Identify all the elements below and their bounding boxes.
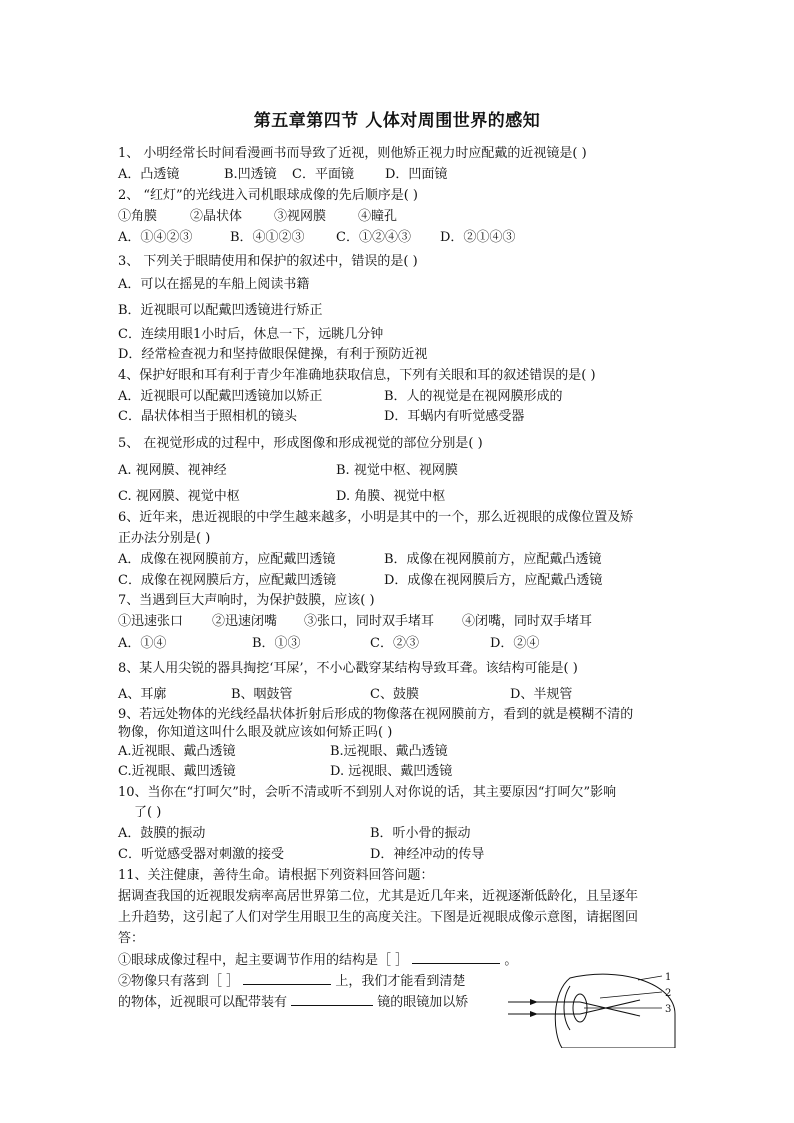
q11-sub-question-1 bbox=[118, 951, 517, 970]
q9-option-a: A.近视眼、戴凸透镜 bbox=[118, 744, 236, 759]
q10-stem-line-2: 了( ) bbox=[134, 805, 162, 820]
leader-line-1 bbox=[638, 976, 662, 980]
q6-option-d: D．成像在视网膜后方，应配戴凸透镜 bbox=[384, 573, 603, 588]
q7-item-4: ④闭嘴，同时双手堵耳 bbox=[462, 614, 593, 629]
q11-sub1-end: 。 bbox=[504, 953, 518, 968]
q11-sub2-after: 上，我们才能看到清楚 bbox=[335, 974, 466, 989]
q4-option-a: A．近视眼可以配戴凹透镜加以矫正 bbox=[118, 389, 323, 404]
q10-option-b: B．听小骨的振动 bbox=[370, 826, 471, 841]
q11-sub1-blank[interactable] bbox=[412, 951, 500, 964]
myopia-eye-diagram bbox=[500, 968, 700, 1048]
q6-stem-line-2: 正办法分别是( ) bbox=[118, 531, 211, 546]
arrow-lower bbox=[530, 1011, 538, 1017]
q3-option-d: D．经常检查视力和坚持做眼保健操，有利于预防近视 bbox=[118, 347, 428, 362]
q11-sub2-cont-text: 的物体，近视眼可以配带装有 bbox=[118, 995, 288, 1010]
q11-sub1-text: ①眼球成像过程中，起主要调节作用的结构是［ ］ bbox=[118, 953, 409, 968]
q7-option-d: D．②④ bbox=[490, 636, 540, 651]
q1-option-d: D．凹面镜 bbox=[385, 167, 448, 182]
q6-option-a: A．成像在视网膜前方，应配戴凹透镜 bbox=[118, 552, 336, 567]
q3-option-b: B．近视眼可以配戴凹透镜进行矫正 bbox=[118, 303, 323, 318]
diagram-label-1: 1 bbox=[665, 972, 672, 983]
q11-sub-question-2-cont bbox=[118, 993, 468, 1012]
q6-stem-line-1: 6、近年来，患近视眼的中学生越来越多，小明是其中的一个，那么近视眼的成像位置及矫 bbox=[118, 510, 634, 525]
q6-option-b: B．成像在视网膜前方，应配戴凸透镜 bbox=[384, 552, 602, 567]
q1-option-c: C．平面镜 bbox=[292, 167, 354, 182]
q9-option-d: D. 远视眼、戴凹透镜 bbox=[330, 764, 453, 779]
q11-sub2-text: ②物像只有落到［ ］ bbox=[118, 974, 240, 989]
q2-stem: 2、 “红灯”的光线进入司机眼球成像的先后顺序是( ) bbox=[118, 188, 418, 203]
q4-stem: 4、保护好眼和耳有利于青少年准确地获取信息，下列有关眼和耳的叙述错误的是( ) bbox=[118, 368, 596, 383]
q10-option-d: D．神经冲动的传导 bbox=[370, 847, 485, 862]
q2-option-c: C．①②④③ bbox=[336, 230, 411, 245]
q6-option-c: C．成像在视网膜后方，应配戴凹透镜 bbox=[118, 573, 336, 588]
q2-item-1: ①角膜 bbox=[118, 209, 158, 224]
q8-stem: 8、某人用尖锐的器具掏挖‘耳屎’，不小心戳穿某结构导致耳聋。该结构可能是( ) bbox=[118, 661, 578, 676]
q4-option-d: D．耳蜗内有听觉感受器 bbox=[384, 409, 525, 424]
q5-option-b: B. 视觉中枢、视网膜 bbox=[336, 463, 458, 478]
q1-option-a: A．凸透镜 bbox=[118, 167, 180, 182]
q1-option-b: B.凹透镜 bbox=[224, 167, 277, 182]
q3-stem: 3、 下列关于眼睛使用和保护的叙述中，错误的是( ) bbox=[118, 254, 418, 269]
q9-option-b: B.远视眼、戴凸透镜 bbox=[330, 744, 448, 759]
q11-para-line-3: 答： bbox=[118, 931, 145, 946]
q9-stem-line-2: 物像，你知道这叫什么眼及就应该如何矫正吗( ) bbox=[118, 725, 393, 740]
arrow-upper bbox=[530, 999, 538, 1005]
q5-option-c: C. 视网膜、视觉中枢 bbox=[118, 489, 240, 504]
q11-sub2-lens-blank[interactable] bbox=[291, 993, 373, 1006]
q7-item-2: ②迅速闭嘴 bbox=[212, 614, 278, 629]
q9-option-c: C.近视眼、戴凹透镜 bbox=[118, 764, 236, 779]
q10-stem-line-1: 10、当你在“打呵欠”时，会听不清或听不到别人对你说的话，其主要原因“打呵欠”影响 bbox=[118, 785, 617, 800]
refracted-ray-upper bbox=[580, 1002, 640, 1016]
q5-option-a: A. 视网膜、视神经 bbox=[118, 463, 227, 478]
q2-item-3: ③视网膜 bbox=[274, 209, 327, 224]
q5-option-d: D. 角膜、视觉中枢 bbox=[336, 489, 446, 504]
q7-option-a: A．①④ bbox=[118, 636, 167, 651]
q4-option-c: C．晶状体相当于照相机的镜头 bbox=[118, 409, 297, 424]
q4-option-b: B．人的视觉是在视网膜形成的 bbox=[384, 389, 563, 404]
q9-stem-line-1: 9、若远处物体的光线经晶状体折射后形成的物像落在视网膜前方，看到的就是模糊不清的 bbox=[118, 707, 634, 722]
q1-stem: 1、 小明经常长时间看漫画书而导致了近视，则他矫正视力时应配戴的近视镜是( ) bbox=[118, 146, 587, 161]
q11-para-line-2: 上升趋势，这引起了人们对学生用眼卫生的高度关注。下图是近视眼成像示意图，请据图回 bbox=[118, 910, 639, 925]
q11-sub2-blank[interactable] bbox=[243, 972, 331, 985]
q10-option-c: C．听觉感受器对刺激的接受 bbox=[118, 847, 284, 862]
q2-option-a: A．①④②③ bbox=[118, 230, 193, 245]
q11-stem: 11、关注健康，善待生命。请根据下列资料回答问题： bbox=[118, 868, 434, 883]
q2-item-4: ④瞳孔 bbox=[358, 209, 398, 224]
q8-option-c: C、鼓膜 bbox=[370, 687, 419, 702]
diagram-label-3: 3 bbox=[665, 1004, 672, 1015]
q11-sub2-cont-end: 镜的眼镜加以矫 bbox=[377, 995, 469, 1010]
q7-stem: 7、当遇到巨大声响时，为保护鼓膜，应该( ) bbox=[118, 593, 375, 608]
q7-option-c: C．②③ bbox=[370, 636, 419, 651]
q7-item-3: ③张口，同时双手堵耳 bbox=[304, 614, 435, 629]
q7-item-1: ①迅速张口 bbox=[118, 614, 184, 629]
q2-option-d: D．②①④③ bbox=[440, 230, 516, 245]
q3-option-c: C．连续用眼1小时后，休息一下，远眺几分钟 bbox=[118, 327, 384, 342]
cornea bbox=[564, 986, 570, 1030]
leader-line-2 bbox=[600, 992, 662, 998]
q10-option-a: A．鼓膜的振动 bbox=[118, 826, 206, 841]
q8-option-b: B、咽鼓管 bbox=[231, 687, 293, 702]
refracted-ray-lower bbox=[580, 1000, 640, 1014]
page-title: 第五章第四节 人体对周围世界的感知 bbox=[253, 111, 541, 131]
q2-option-b: B．④①②③ bbox=[230, 230, 305, 245]
q8-option-d: D、半规管 bbox=[510, 687, 573, 702]
q3-option-a: A．可以在摇晃的车船上阅读书籍 bbox=[118, 277, 310, 292]
diagram-label-2: 2 bbox=[665, 988, 672, 999]
q11-para-line-1: 据调查我国的近视眼发病率高居世界第二位，尤其是近几年来，近视逐渐低龄化，且呈逐年 bbox=[118, 889, 639, 904]
q7-option-b: B．①③ bbox=[252, 636, 301, 651]
q2-item-2: ②晶状体 bbox=[190, 209, 243, 224]
q11-sub-question-2 bbox=[118, 972, 465, 991]
q5-stem: 5、 在视觉形成的过程中，形成图像和形成视觉的部位分别是( ) bbox=[118, 436, 483, 451]
q8-option-a: A、耳廓 bbox=[118, 687, 167, 702]
